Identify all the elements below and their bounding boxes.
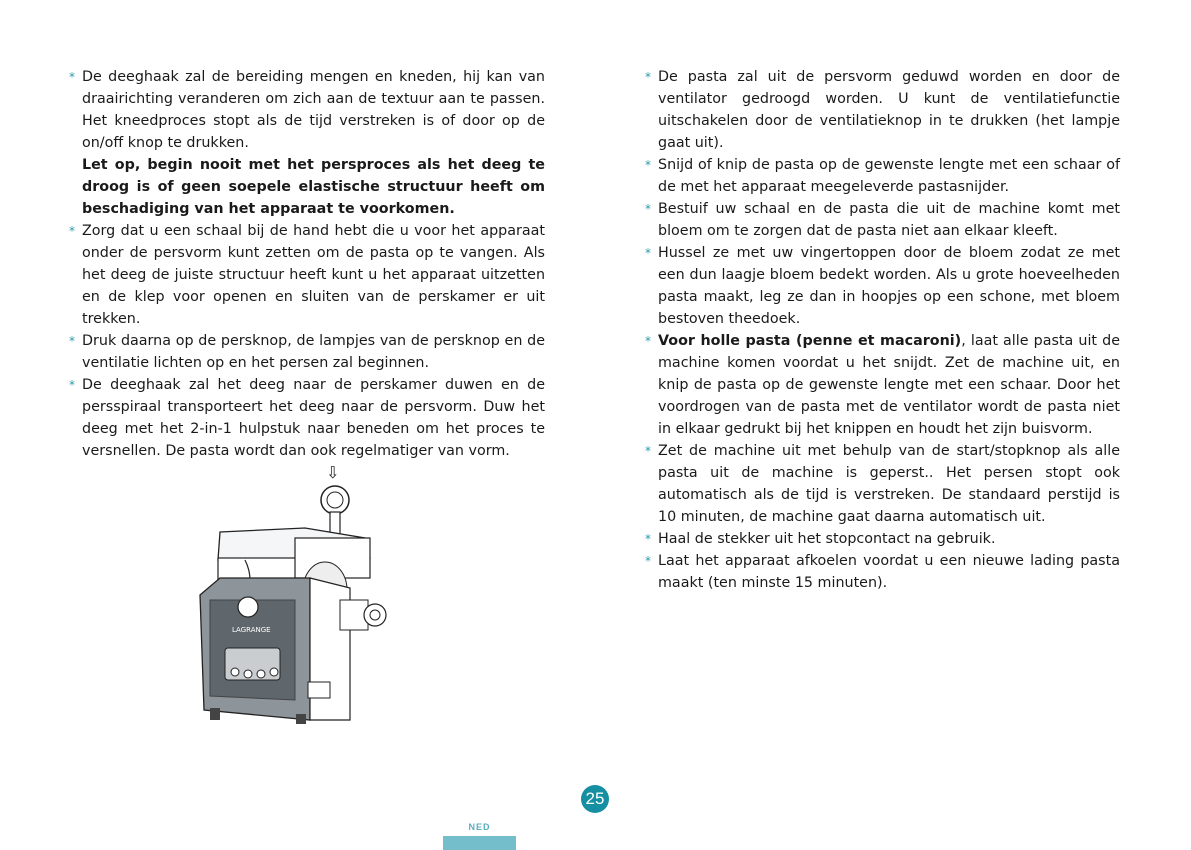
star-bullet-icon: * [645,70,651,84]
star-bullet-icon: * [69,378,75,392]
star-bullet-icon: * [69,334,75,348]
instruction-text: De deeghaak zal het deeg naar de perskamer duwen en de persspiraal transporteert het deeg naar de persvorm. Duw het deeg met het 2-in-1 hulpstuk naar beneden om het proces te versnellen. De pasta wordt dan ook regelmatiger van vorm. [82,377,545,459]
star-bullet-icon: * [645,334,651,348]
instruction-text: Zorg dat u een schaal bij de hand hebt die u voor het apparaat onder de persvorm kunt zetten om de pasta op te vangen. Als het deeg de juiste structuur heeft kunt u het apparaat uitzetten en de klep voor openen en sluiten van de perskamer er uit trekken. [82,223,545,327]
instruction-item [645,154,1120,198]
instruction-item [645,550,1120,594]
instruction-text: Druk daarna op de persknop, de lampjes van de persknop en de ventilatie lichten op en het persen zal beginnen. [82,333,545,371]
warning-text: Let op, begin nooit met het persproces als het deeg te droog is of geen soepele elastische structuur heeft om beschadiging van het apparaat te voorkomen. [82,157,545,217]
star-bullet-icon: * [645,532,651,546]
push-arrow-icon: ⇩ [326,463,340,482]
pasta-machine-illustration [190,460,400,730]
instruction-item [645,242,1120,330]
instruction-bold-text: Voor holle pasta (penne et macaroni) [658,333,962,349]
star-bullet-icon: * [645,444,651,458]
language-label: NED [468,822,491,832]
instruction-text: Laat het apparaat afkoelen voordat u een nieuwe lading pasta maakt (ten minste 15 minuten). [658,553,1120,591]
instruction-text: De pasta zal uit de persvorm geduwd worden en door de ventilator gedroogd worden. U kunt de ventilatiefunctie uitschakelen door de ventilatieknop in te drukken (het lampje gaat uit). [658,69,1120,151]
language-bar [443,836,516,850]
instruction-item [69,66,545,154]
instruction-item [645,66,1120,154]
star-bullet-icon: * [69,224,75,238]
instruction-text: Zet de machine uit met behulp van de start/stopknop als alle pasta uit de machine is geperst.. Het persen stopt ook automatisch als de tijd is verstreken. De standaard perstijd is 10 minuten, de machine gaat daarna automatisch uit. [658,443,1120,525]
page-number: 25 [581,785,609,813]
right-column [645,66,1120,594]
left-column [69,66,545,462]
instruction-item [645,330,1120,440]
instruction-item [645,198,1120,242]
instruction-text: Hussel ze met uw vingertoppen door de bloem zodat ze met een dun laagje bloem bedekt worden. Als u grote hoeveelheden pasta maakt, leg ze dan in hoopjes op een schone, met bloem bestoven theedoek. [658,245,1120,327]
instruction-text: Bestuif uw schaal en de pasta die uit de machine komt met bloem om te zorgen dat de pasta niet aan elkaar kleeft. [658,201,1120,239]
brand-logo-text: LAGRANGE [232,626,271,634]
instruction-text: , laat alle pasta uit de machine komen voordat u het snijdt. Zet de machine uit, en knip de pasta op de gewenste lengte met een schaar. Door het voordrogen van de pasta met de ventilator wordt de pasta niet in elkaar gedrukt bij het knippen en houdt het zijn buisvorm. [658,333,1120,437]
instruction-item [69,220,545,330]
instruction-item [645,528,1120,550]
star-bullet-icon: * [645,158,651,172]
instruction-text: Snijd of knip de pasta op de gewenste lengte met een schaar of de met het apparaat meegeleverde pastasnijder. [658,157,1120,195]
star-bullet-icon: * [69,70,75,84]
star-bullet-icon: * [645,246,651,260]
instruction-item [69,330,545,374]
instruction-item [69,374,545,462]
star-bullet-icon: * [645,202,651,216]
instruction-text: De deeghaak zal de bereiding mengen en kneden, hij kan van draairichting veranderen om zich aan de textuur aan te passen. Het kneedproces stopt als de tijd verstreken is of door op de on/off knop te drukken. [82,69,545,151]
pasta-machine-drawing [190,460,400,730]
star-bullet-icon: * [645,554,651,568]
instruction-text: Haal de stekker uit het stopcontact na gebruik. [658,531,996,547]
instruction-item [645,440,1120,528]
